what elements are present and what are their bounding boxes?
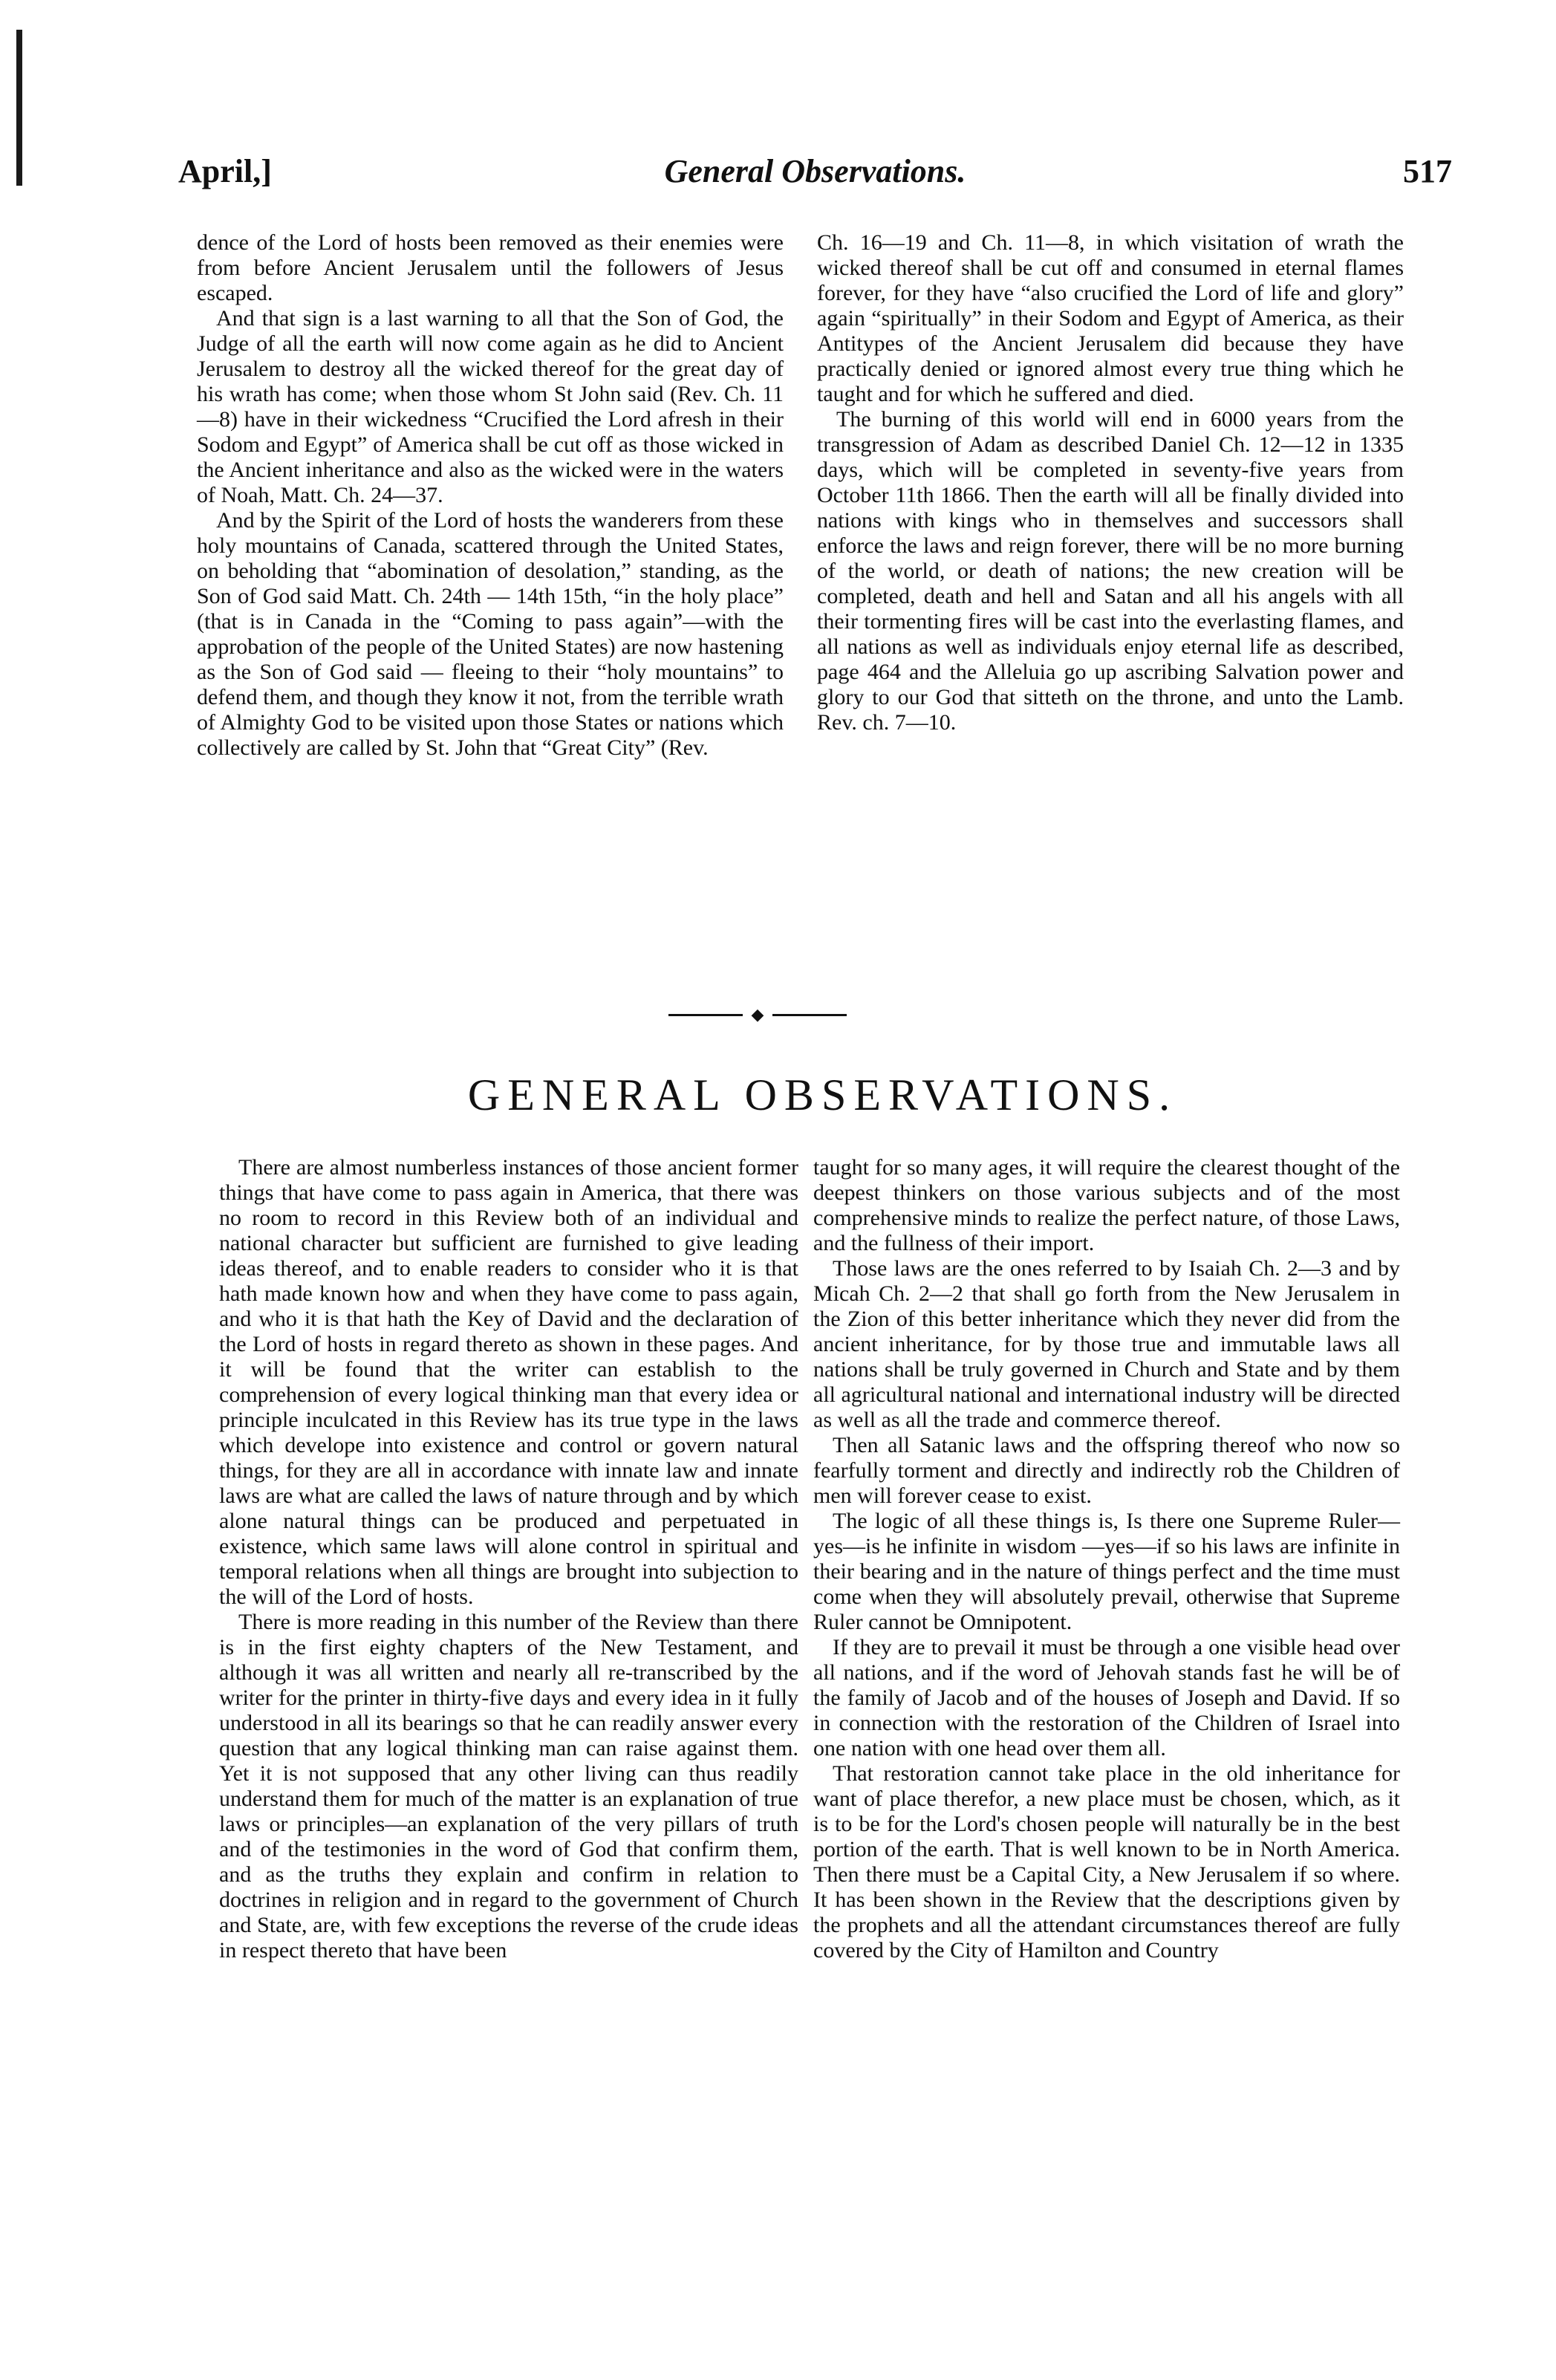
paragraph: Ch. 16—19 and Ch. 11—8, in which visitation of wrath the wicked thereof shall be cut off and consumed in eternal flames forever, for they have “also crucified the Lord of life and glory” again “spiritually” in their Sodom and Egypt of America, as their Antitypes of the Ancient Jerusalem did because they have practically denied or ignored almost every true thing which he taught and for which he suffered and died. [817, 230, 1404, 406]
paragraph: And by the Spirit of the Lord of hosts the wanderers from these holy mountains of Canada, scattered through the United States, on beholding that “abomination of desolation,” standing, as the Son of God said Matt. Ch. 24th — 14th 15th, “in the holy place” (that is in Canada in the “Coming to pass again”—with the approbation of the people of the United States) are now hastening as the Son of God said — fleeing to their “holy mountains” to defend them, and though they know it not, from the terrible wrath of Almighty God to be visited upon those States or nations which collectively are called by St. John that “Great City” (Rev. [197, 508, 784, 760]
top-right-column [817, 230, 1404, 735]
header-title: General Observations. [664, 153, 966, 189]
page-number: 517 [1403, 153, 1452, 189]
paragraph: And that sign is a last warning to all that the Son of God, the Judge of all the earth will now come again as he did to Ancient Jerusalem to destroy all the wicked thereof for the great day of his wrath has come; when those whom St John said (Rev. Ch. 11—8) have in their wickedness “Crucified the Lord afresh in their Sodom and Egypt” of America shall be cut off as those wicked in the Ancient inheritance and also as the wicked were in the waters of Noah, Matt. Ch. 24—37. [197, 306, 784, 507]
paragraph: taught for so many ages, it will require the clearest thought of the deepest thinkers on those various subjects and of the most comprehensive minds to realize the perfect nature, of those Laws, and the fullness of their import. [813, 1155, 1400, 1255]
paragraph: Then all Satanic laws and the offspring thereof who now so fearfully torment and directly and indirectly rob the Children of men will forever cease to exist. [813, 1433, 1400, 1508]
paragraph: The burning of this world will end in 6000 years from the transgression of Adam as described Daniel Ch. 12—12 in 1335 days, which will be completed in seventy-five years from October 11th 1866. Then the earth will all be finally divided into nations with kings who in themselves and successors shall enforce the laws and reign forever, there will be no more burning of the world, or death of nations; the new creation will be completed, death and hell and Satan and all his angels with all their tormenting fires will be cast into the everlasting flames, and all nations as well as individuals enjoy eternal life as described, page 464 and the Alleluia go up ascribing Salvation power and glory to our God that sitteth on the throne, and unto the Lamb. Rev. ch. 7—10. [817, 407, 1404, 735]
divider-rule-right [772, 1014, 847, 1016]
section-divider [668, 1007, 847, 1023]
paragraph: dence of the Lord of hosts been removed as their enemies were from before Ancient Jerusalem until the followers of Jesus escaped. [197, 230, 784, 305]
paragraph: That restoration cannot take place in the old inheritance for want of place therefor, a new place must be chosen, which, as it is to be for the Lord's chosen people will naturally be in the best portion of the earth. That is well known to be in North America. Then there must be a Capital City, a New Jerusalem if so where. It has been shown in the Review that the descriptions given by the prophets and all the attendant circumstances thereof are fully covered by the City of Hamilton and Country [813, 1761, 1400, 1963]
running-header [178, 152, 1452, 212]
section-title: GENERAL OBSERVATIONS. [467, 1070, 1178, 1119]
paragraph: The logic of all these things is, Is there one Supreme Ruler—yes—is he infinite in wisdom —yes—if so his laws are infinite in their bearing and in the nature of things perfect and the time must come when they will absolutely prevail, otherwise that Supreme Ruler cannot be Omnipotent. [813, 1509, 1400, 1634]
bottom-left-column [219, 1155, 798, 1963]
divider-rule-left [668, 1014, 743, 1016]
bottom-right-column [813, 1155, 1400, 1963]
paragraph: Those laws are the ones referred to by Isaiah Ch. 2—3 and by Micah Ch. 2—2 that shall go forth from the New Jerusalem in the Zion of this better inheritance which they never did from the ancient inheritance, for by those true and immutable laws all nations shall be truly governed in Church and State and by them all agricultural national and international industry will be directed as well as all the trade and commerce thereof. [813, 1256, 1400, 1432]
paragraph: If they are to prevail it must be through a one visible head over all nations, and if the word of Jehovah stands fast he will be of the family of Jacob and of the houses of Joseph and David. If so in connection with the restoration of the Children of Israel into one nation with one head over them all. [813, 1635, 1400, 1760]
paragraph: There is more reading in this number of the Review than there is in the first eighty chapters of the New Testament, and although it was all written and nearly all re-transcribed by the writer for the printer in thirty-five days and every idea in it fully understood in all its bearings so that he can readily answer every question that any logical thinking man can raise against them. Yet it is not supposed that any other living can thus readily understand them for much of the matter is an explanation of true laws or principles—an explanation of the very pillars of truth and of the testimonies in the word of God that confirm them, and as the truths they explain and confirm in relation to doctrines in religion and in regard to the government of Church and State, are, with few exceptions the reverse of the crude ideas in respect thereto that have been [219, 1610, 798, 1963]
top-left-column [197, 230, 784, 761]
margin-scan-mark [16, 30, 22, 186]
paragraph: There are almost numberless instances of those ancient former things that have come to pass again in America, that there was no room to record in this Review both of an individual and national character but sufficient are furnished to give leading ideas thereof, and to enable readers to consider who it is that hath made known how and when they have come to pass again, and who it is that hath the Key of David and the declaration of the Lord of hosts in regard thereto as shown in these pages. And it will be found that the writer can establish to the comprehension of every logical thinking man that every idea or principle inculcated in this Review has its true type in the laws which develope into existence and control or govern natural things, for they are all in accordance with innate law and innate laws are what are called the laws of nature through and by which alone natural things can be produced and perpetuated in existence, which same laws will alone control in spiritual and temporal relations when all things are brought into subjection to the will of the Lord of hosts. [219, 1155, 798, 1609]
divider-ornament-icon: ◆ [751, 1005, 764, 1024]
header-month: April,] [178, 153, 272, 189]
